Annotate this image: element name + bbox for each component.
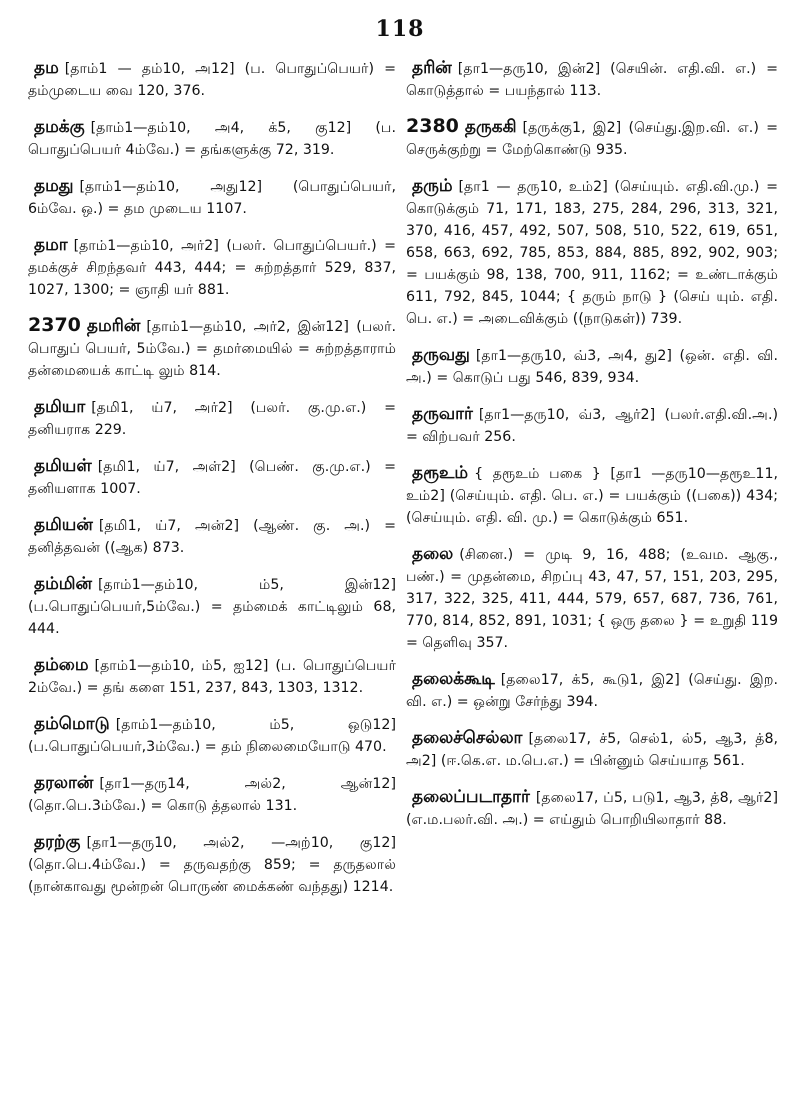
entry-body: [தாம்1 — தம்10, அ12] (ப. பொதுப்பெயர்) = தம்முடைய வை 120, 376. [28, 61, 396, 99]
headword: தலைச்செல்லா [412, 728, 523, 748]
headword: தமா [34, 235, 68, 255]
headword: தம [34, 58, 59, 78]
headword: தரலான் [34, 773, 94, 793]
entry-tamiyal [28, 454, 396, 500]
entry-body: [தா1—தரு10, வ்3, அ4, து2] (ஒன். எதி. வி. அ.) = கொடுப் பது 546, 839, 934. [406, 348, 778, 386]
entry-tamarin [28, 314, 396, 382]
entry-tamiyan [28, 513, 396, 559]
headword: தரும் [412, 176, 453, 196]
headword: தரூஉம் [412, 463, 469, 483]
page-number: 118 [375, 16, 425, 42]
entry-body: [தலை17, க்5, கூடு1, இ2] (செய்து. இற. வி. எ.) = ஒன்று சேர்ந்து 394. [406, 672, 778, 710]
entry-body: [தமி1, ய்7, அன்2] (ஆண். கு. அ.) = தனித்தவன் ((ஆக) 873. [28, 518, 396, 556]
entry-body: [தமி1, ய்7, அர்2] (பலர். கு.மு.எ.) = தனியராக 229. [28, 400, 396, 438]
entry-taralaan [28, 771, 396, 817]
headword: தலை [412, 544, 454, 564]
entry-talaichchellaa [406, 726, 778, 772]
headword: தமியா [34, 397, 86, 417]
entry-body: [தாம்1—தம்10, அது12] (பொதுப்பெயர், 6ம்வே. ஒ.) = தம முடைய 1107. [28, 179, 396, 217]
headword: தமியன் [34, 515, 93, 535]
entry-tarum [406, 174, 778, 330]
headword: தருவது [412, 345, 470, 365]
headword: தருககி [464, 117, 517, 137]
entry-body: [தலை17, ச்5, செல்1, ல்5, ஆ3, த்8, அ2] (ஈ.கெ.எ. ம.பெ.எ.) = பின்னும் செய்யாத 561. [406, 731, 778, 769]
headword: தம்மின் [34, 574, 92, 594]
entry-number: 2380 [406, 115, 459, 137]
left-column [28, 56, 396, 911]
entry-number: 2370 [28, 314, 81, 336]
headword: தமக்கு [34, 117, 85, 137]
entry-body: [தாம்1—தம்10, ம்5, ஐ12] (ப. பொதுப்பெயர் 2ம்வே.) = தங் களை 151, 237, 843, 1303, 1312. [28, 658, 396, 696]
entry-tararku [28, 830, 396, 898]
entry-tama [28, 56, 396, 102]
entry-body: (சினை.) = முடி 9, 16, 488; (உவம. ஆகு., பண்.) = முதன்மை, சிறப்பு 43, 47, 57, 151, 203, 295, 317, 322, 325, 411, 444, 579, 657, 687, 736, 761, 770, 814, 852, 891, 1031; { ஒரு தலை } = உறுதி 119 = தெளிவு 357. [406, 547, 778, 651]
entry-tarukki [406, 115, 778, 161]
entry-taruvathu [406, 343, 778, 389]
entry-tamiyar [28, 395, 396, 441]
headword: தமியள் [34, 456, 92, 476]
entry-tammai [28, 653, 396, 699]
entry-body: [தாம்1—தம்10, அர்2, இன்12] (பலர். பொதுப் பெயர், 5ம்வே.) = தமர்மையில் = சுற்றத்தாராம் தன்மையைக் காட்டி லும் 814. [28, 319, 396, 379]
headword: தருவார் [412, 404, 473, 424]
entry-talaikkoodi [406, 667, 778, 713]
headword: தமரின் [86, 316, 141, 336]
headword: தம்மை [34, 655, 89, 675]
entry-taruum [406, 461, 778, 529]
entry-tammodu [28, 712, 396, 758]
headword: தம்மொடு [34, 714, 110, 734]
entry-body: [தாம்1—தம்10, அர்2] (பலர். பொதுப்பெயர்.) = தமக்குச் சிறந்தவர் 443, 444; = சுற்றத்தார் 529, 837, 1027, 1300; = ஞாதி யர் 881. [28, 238, 396, 298]
entry-body: [தலை17, ப்5, படு1, ஆ3, த்8, ஆர்2] (எ.ம.பலர்.வி. அ.) = எய்தும் பொறியிலாதார் 88. [406, 790, 778, 828]
entry-body: [தாம்1—தம்10, ம்5, இன்12] (ப.பொதுப்பெயர்,5ம்வே.) = தம்மைக் காட்டிலும் 68, 444. [28, 577, 396, 637]
entry-body: [தருக்கு1, இ2] (செய்து.இற.வி. எ.) = செருக்குற்று = மேற்கொண்டு 935. [406, 120, 778, 158]
entry-tamar [28, 233, 396, 301]
entry-body: [தா1—தரு10, அல்2, —அற்10, கு12] (தொ.பெ.4ம்வே.) = தருவதற்கு 859; = தருதலால் (நான்காவது மூன்றன் பொருண் மைக்கண் வந்தது) 1214. [28, 835, 396, 895]
entry-body: [தமி1, ய்7, அள்2] (பெண். கு.மு.எ.) = தனியளாக 1007. [28, 459, 396, 497]
headword: தமது [34, 176, 74, 196]
entry-body: [தா1—தரு10, வ்3, ஆர்2] (பலர்.எதி.வி.அ.) = விற்பவர் 256. [406, 407, 778, 445]
headword: தரின் [412, 58, 452, 78]
entry-body: [தாம்1—தம்10, அ4, க்5, கு12] (ப. பொதுப்பெயர் 4ம்வே.) = தங்களுக்கு 72, 319. [28, 120, 396, 158]
entry-tamathu [28, 174, 396, 220]
entry-taruvaar [406, 402, 778, 448]
entry-talaippadaathaar [406, 785, 778, 831]
entry-body: [தாம்1—தம்10, ம்5, ஒடு12] (ப.பொதுப்பெயர்,3ம்வே.) = தம் நிலைமையோடு 470. [28, 717, 396, 755]
headword: தலைப்படாதார் [412, 787, 530, 807]
headword: தரற்கு [34, 832, 81, 852]
headword: தலைக்கூடி [412, 669, 495, 689]
entry-tamakku [28, 115, 396, 161]
entry-body: [தா1 — தரு10, உம்2] (செய்யும். எதி.வி.மு.) = கொடுக்கும் 71, 171, 183, 275, 284, 296, 313, 321, 370, 416, 457, 492, 507, 508, 510, 522, 619, 651, 658, 663, 692, 785, 853, 884, 885, 892, 902, 903; = பயக்கும் 98, 138, 700, 911, 1162; = உண்டாக்கும் 611, 792, 845, 1044; { தரும் நாடு } (செய் யும். எதி. பெ. எ.) = அடைவிக்கும் ((நாடுகள்)) 739. [406, 179, 778, 327]
entry-body: [தா1—தரு14, அல்2, ஆன்12] (தொ.பெ.3ம்வே.) = கொடு த்தலால் 131. [28, 776, 396, 814]
entry-body: [தா1—தரு10, இன்2] (செயின். எதி.வி. எ.) = கொடுத்தால் = பயந்தால் 113. [406, 61, 778, 99]
entry-body: { தரூஉம் பகை } [தா1 —தரு10—தரூஉ11, உம்2] (செய்யும். எதி. பெ. எ.) = பயக்கும் ((பகை)) 434; (செய்யும். எதி. வி. மு.) = கொடுக்கும் 651. [406, 466, 778, 526]
entry-talai [406, 542, 778, 654]
right-column [406, 56, 778, 844]
entry-tarin [406, 56, 778, 102]
entry-tammin [28, 572, 396, 640]
